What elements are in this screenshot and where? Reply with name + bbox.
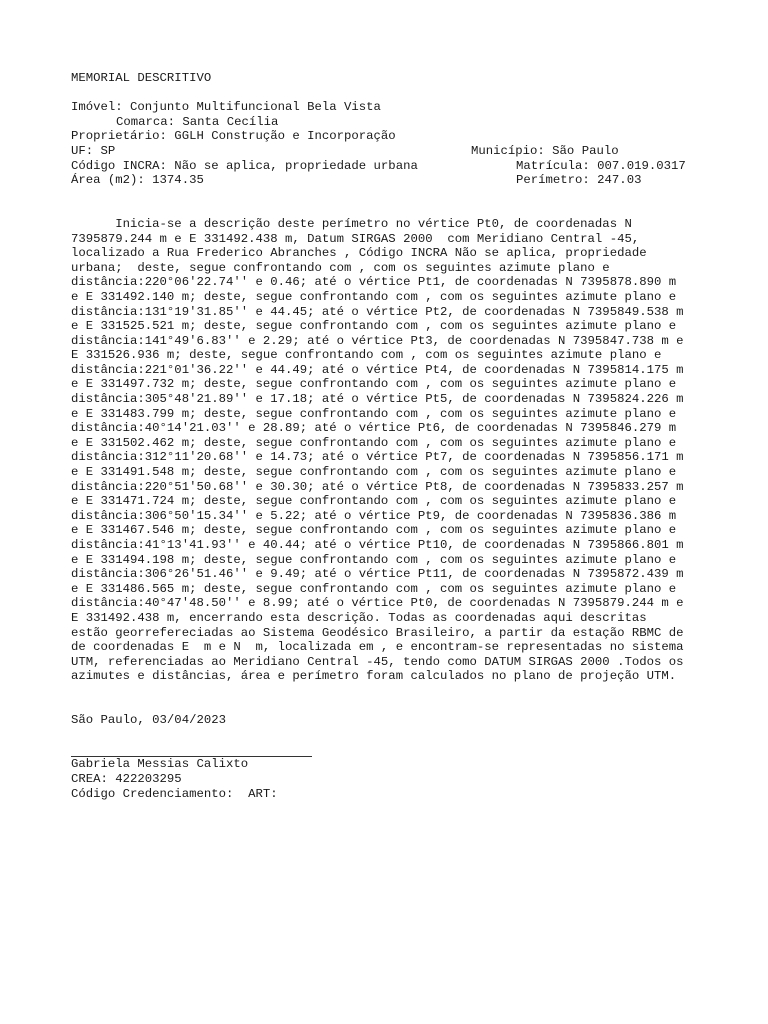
description-line: distância:306°26'51.46'' e 9.49; até o vértice Pt11, de coordenadas N 7395872.439 m — [71, 567, 684, 582]
document-title: MEMORIAL DESCRITIVO — [71, 71, 212, 85]
description-line: urbana; deste, segue confrontando com , com os seguintes azimute plano e — [71, 260, 610, 275]
uf-field: UF: SP — [71, 143, 116, 158]
description-line: e E 331486.565 m; deste, segue confrontando com , com os seguintes azimute plano e — [71, 581, 677, 596]
codigo-incra-field: Código INCRA: Não se aplica, propriedade urbana — [71, 158, 418, 173]
comarca-line: Comarca: Santa Cecília — [116, 114, 279, 129]
description-line: e E 331502.462 m; deste, segue confrontando com , com os seguintes azimute plano e — [71, 435, 677, 450]
signature-line — [71, 742, 312, 757]
description-line: localizado a Rua Frederico Abranches , Código INCRA Não se aplica, propriedade — [71, 246, 647, 261]
description-line: Inicia-se a descrição deste perímetro no vértice Pt0, de coordenadas N — [71, 216, 632, 231]
description-line: e E 331467.546 m; deste, segue confrontando com , com os seguintes azimute plano e — [71, 523, 677, 538]
description-line: distância:40°47'48.50'' e 8.99; até o vértice Pt0, de coordenadas N 7395879.244 m e — [71, 596, 684, 611]
description-line: distância:312°11'20.68'' e 14.73; até o vértice Pt7, de coordenadas N 7395856.171 m — [71, 450, 684, 465]
area-field: Área (m2): 1374.35 — [71, 173, 204, 188]
description-line: e E 331491.548 m; deste, segue confrontando com , com os seguintes azimute plano e — [71, 465, 677, 480]
description-line: distância:220°06'22.74'' e 0.46; até o vértice Pt1, de coordenadas N 7395878.890 m — [71, 275, 677, 290]
incra-matricula-row — [71, 159, 711, 174]
description-line: distância:131°19'31.85'' e 44.45; até o vértice Pt2, de coordenadas N 7395849.538 m — [71, 304, 684, 319]
description-line: distância:220°51'50.68'' e 30.30; até o vértice Pt8, de coordenadas N 7395833.257 m — [71, 479, 684, 494]
imovel-line: Imóvel: Conjunto Multifuncional Bela Vista — [71, 100, 381, 115]
area-perimetro-row — [71, 173, 711, 188]
crea-number: CREA: 422203295 — [71, 771, 182, 786]
description-line: e E 331492.140 m; deste, segue confrontando com , com os seguintes azimute plano e — [71, 289, 677, 304]
description-line: e E 331483.799 m; deste, segue confrontando com , com os seguintes azimute plano e — [71, 406, 677, 421]
perimeter-description — [71, 217, 711, 684]
description-line: e E 331471.724 m; deste, segue confrontando com , com os seguintes azimute plano e — [71, 494, 677, 509]
proprietario-line: Proprietário: GGLH Construção e Incorporação — [71, 129, 396, 144]
description-line: azimutes e distâncias, área e perímetro foram calculados no plano de projeção UTM. — [71, 669, 677, 684]
place-date: São Paulo, 03/04/2023 — [71, 713, 226, 728]
description-line: distância:305°48'21.89'' e 17.18; até o vértice Pt5, de coordenadas N 7395824.226 m — [71, 392, 684, 407]
credenciamento-line: Código Credenciamento: ART: — [71, 786, 278, 801]
matricula-field: Matrícula: 007.019.0317 — [516, 158, 686, 173]
description-line: distância:141°49'6.83'' e 2.29; até o vértice Pt3, de coordenadas N 7395847.738 m e — [71, 333, 684, 348]
description-line: 7395879.244 m e E 331492.438 m, Datum SIRGAS 2000 com Meridiano Central -45, — [71, 231, 640, 246]
description-line: E 331526.936 m; deste, segue confrontando com , com os seguintes azimute plano e — [71, 348, 662, 363]
description-line: e E 331494.198 m; deste, segue confrontando com , com os seguintes azimute plano e — [71, 552, 677, 567]
description-line: de coordenadas E m e N m, localizada em , e encontram-se representadas no sistema — [71, 640, 684, 655]
description-line: distância:40°14'21.03'' e 28.89; até o vértice Pt6, de coordenadas N 7395846.279 m — [71, 421, 677, 436]
description-line: UTM, referenciadas ao Meridiano Central -45, tendo como DATUM SIRGAS 2000 .Todos os — [71, 654, 684, 669]
municipio-field: Município: São Paulo — [471, 143, 619, 158]
description-line: e E 331525.521 m; deste, segue confrontando com , com os seguintes azimute plano e — [71, 319, 677, 334]
description-line: e E 331497.732 m; deste, segue confrontando com , com os seguintes azimute plano e — [71, 377, 677, 392]
document-page — [71, 71, 711, 801]
description-line: distância:221°01'36.22'' e 44.49; até o vértice Pt4, de coordenadas N 7395814.175 m — [71, 362, 684, 377]
description-line: distância:306°50'15.34'' e 5.22; até o vértice Pt9, de coordenadas N 7395836.386 m — [71, 508, 677, 523]
description-line: distância:41°13'41.93'' e 40.44; até o vértice Pt10, de coordenadas N 7395866.801 m — [71, 538, 684, 552]
perimetro-field: Perímetro: 247.03 — [516, 173, 642, 188]
uf-municipio-row — [71, 144, 711, 159]
description-line: E 331492.438 m, encerrando esta descrição. Todas as coordenadas aqui descritas — [71, 610, 647, 625]
description-line: estão georrefereciadas ao Sistema Geodésico Brasileiro, a partir da estação RBMC de — [71, 625, 684, 640]
signer-name: Gabriela Messias Calixto — [71, 757, 249, 772]
